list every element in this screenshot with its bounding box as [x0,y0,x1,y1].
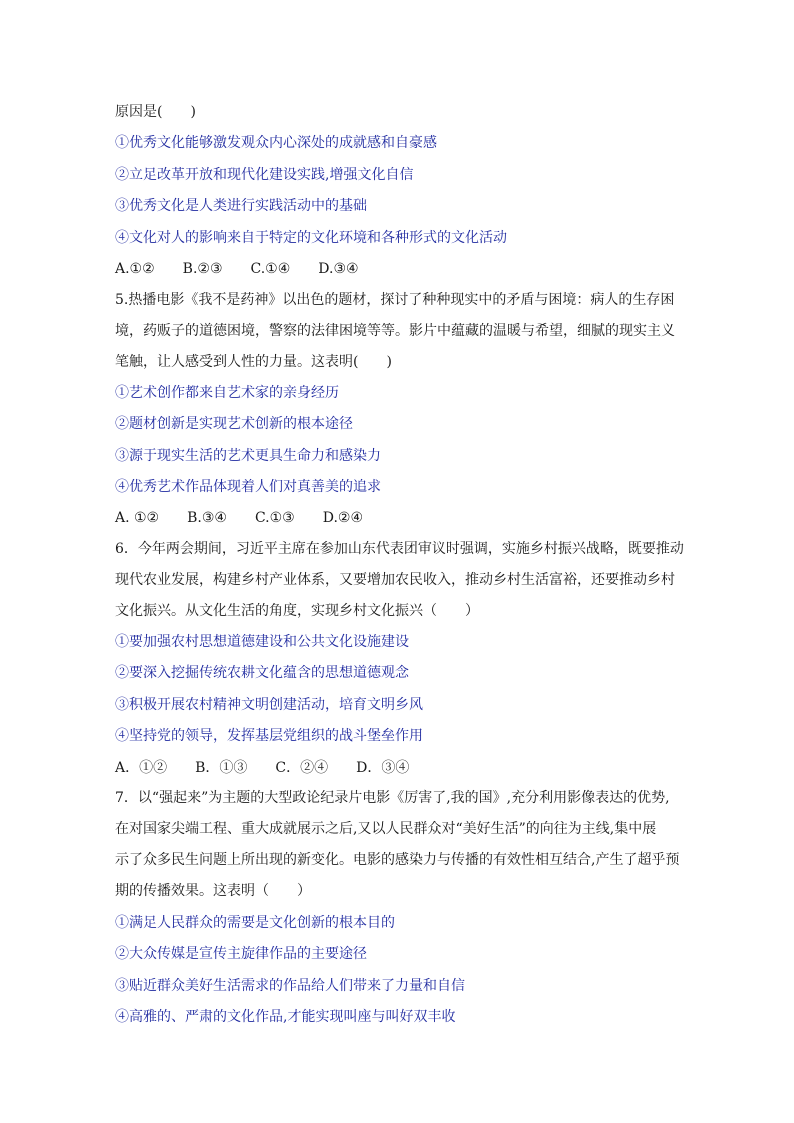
q6-answer-choices: A．①② B．①③ C．②④ D．③④ [115,760,410,776]
q7-option-3: ③贴近群众美好生活需求的作品给人们带来了力量和自信 [115,978,465,994]
q4-answer-choices: A.①② B.②③ C.①④ D.③④ [115,261,359,277]
q5-answer-choices: A. ①② B.③④ C.①③ D.②④ [115,510,363,526]
q6-option-4: ④坚持党的领导，发挥基层党组织的战斗堡垒作用 [115,728,423,744]
q6-option-1: ①要加强农村思想道德建设和公共文化设施建设 [115,634,409,650]
q7-stem-line-3: 示了众多民生问题上所出现的新变化。电影的感染力与传播的有效性相互结合,产生了超乎预 [115,852,680,868]
q6-option-3: ③积极开展农村精神文明创建活动，培育文明乡风 [115,697,423,713]
q7-option-2: ②大众传媒是宣传主旋律作品的主要途径 [115,946,367,962]
q6-stem-line-3: 文化振兴。从文化生活的角度，实现乡村文化振兴（ ） [115,603,479,619]
q4-option-1: ①优秀文化能够激发观众内心深处的成就感和自豪感 [115,135,437,151]
q6-option-2: ②要深入挖掘传统农耕文化蕴含的思想道德观念 [115,665,409,681]
q4-option-3: ③优秀文化是人类进行实践活动中的基础 [115,198,367,214]
q7-option-1: ①满足人民群众的需要是文化创新的根本目的 [115,915,395,931]
q5-option-1: ①艺术创作都来自艺术家的亲身经历 [115,385,339,401]
q4-stem-tail: 原因是( ) [115,104,196,120]
q5-option-3: ③源于现实生活的艺术更具生命力和感染力 [115,448,381,464]
q5-stem-line-3: 笔触，让人感受到人性的力量。这表明( ) [115,354,392,370]
q7-option-4: ④高雅的、严肃的文化作品,才能实现叫座与叫好双丰收 [115,1009,456,1025]
q5-option-2: ②题材创新是实现艺术创新的根本途径 [115,416,353,432]
q7-stem-line-4: 期的传播效果。这表明（ ） [115,883,311,899]
q7-stem-line-2: 在对国家尖端工程、重大成就展示之后,又以人民群众对“美好生活”的向往为主线,集中展 [115,821,657,837]
q7-stem-line-1: 7．以“强起来”为主题的大型政论纪录片电影《厉害了,我的国》,充分利用影像表达的优势, [115,790,670,806]
q4-option-2: ②立足改革开放和现代化建设实践,增强文化自信 [115,167,414,183]
q6-stem-line-1: 6．今年两会期间，习近平主席在参加山东代表团审议时强调，实施乡村振兴战略，既要推动 [115,541,684,557]
q5-option-4: ④优秀艺术作品体现着人们对真善美的追求 [115,479,381,495]
q5-stem-line-1: 5.热播电影《我不是药神》以出色的题材，探讨了种种现实中的矛盾与困境：病人的生存困 [115,292,675,308]
q4-option-4: ④文化对人的影响来自于特定的文化环境和各种形式的文化活动 [115,230,507,246]
q5-stem-line-2: 境，药贩子的道德困境，警察的法律困境等等。影片中蕴藏的温暖与希望，细腻的现实主义 [115,323,675,339]
q6-stem-line-2: 现代农业发展，构建乡村产业体系，又要增加农民收入，推动乡村生活富裕，还要推动乡村 [115,572,675,588]
